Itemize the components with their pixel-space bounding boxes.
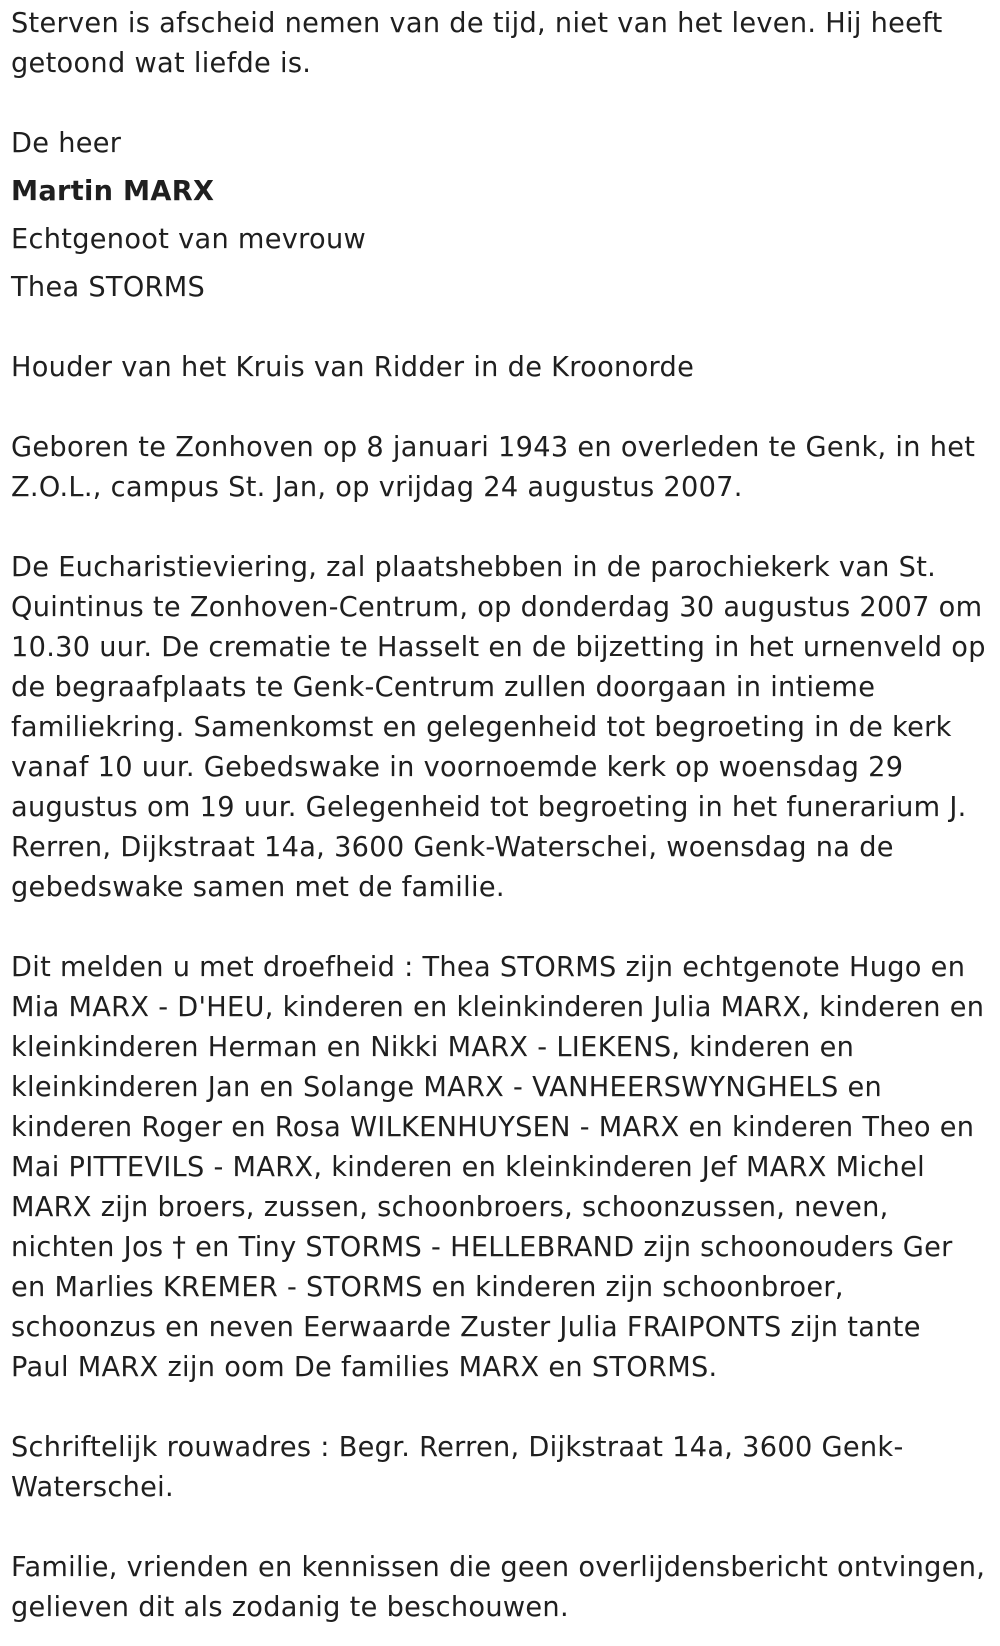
closing-paragraph: Familie, vrienden en kennissen die geen overlijdensbericht ontvingen, gelieven dit als zodanig te beschouwen. xyxy=(11,1552,986,1623)
spouse-intro: Echtgenoot van mevrouw xyxy=(11,224,367,255)
spouse-name: Thea STORMS xyxy=(11,272,206,303)
mourners-paragraph: Dit melden u met droefheid : Thea STORMS zijn echtgenote Hugo en Mia MARX - D'HEU, kinderen en kleinkinderen Julia MARX, kinderen en kleinkinderen Herman en Nikki MARX - LIEKENS, kinderen en kleinkinderen Jan en Solange MARX - VANHEERSWYNGHELS en kinderen Roger en Rosa WILKENHUYSEN - MARX en kinderen Theo en Mai PITTEVILS - MARX, kinderen en kleinkinderen Jef MARX Michel MARX zijn broers, zussen, schoonbroers, schoonzussen, neven, nichten Jos † en Tiny STORMS - HELLEBRAND zijn schoonouders Ger en Marlies KREMER - STORMS en kinderen zijn schoonbroer, schoonzus en neven Eerwaarde Zuster Julia FRAIPONTS zijn tante Paul MARX zijn oom De families MARX en STORMS. xyxy=(11,952,985,1383)
ceremony-paragraph: De Eucharistieviering, zal plaatshebben in de parochiekerk van St. Quintinus te Zonhoven-Centrum, op donderdag 30 augustus 2007 om 10.30 uur. De crematie te Hasselt en de bijzetting in het urnenveld op de begraafplaats te Genk-Centrum zullen doorgaan in intieme familiekring. Samenkomst en gelegenheid tot begroeting in de kerk vanaf 10 uur. Gebedswake in voornoemde kerk op woensdag 29 augustus om 19 uur. Gelegenheid tot begroeting in het funerarium J. Rerren, Dijkstraat 14a, 3600 Genk-Waterschei, woensdag na de gebedswake samen met de familie. xyxy=(11,552,986,903)
opening-quote: Sterven is afscheid nemen van de tijd, niet van het leven. Hij heeft getoond wat liefde is. xyxy=(11,8,943,79)
honor-line: Houder van het Kruis van Ridder in de Kroonorde xyxy=(11,352,695,383)
obituary-notice xyxy=(11,4,986,1628)
address-paragraph: Schriftelijk rouwadres : Begr. Rerren, Dijkstraat 14a, 3600 Genk-Waterschei. xyxy=(11,1432,904,1503)
deceased-name: Martin MARX xyxy=(11,176,215,207)
birth-death-paragraph: Geboren te Zonhoven op 8 januari 1943 en overleden te Genk, in het Z.O.L., campus St. Jan, op vrijdag 24 augustus 2007. xyxy=(11,432,976,503)
salutation: De heer xyxy=(11,128,122,159)
